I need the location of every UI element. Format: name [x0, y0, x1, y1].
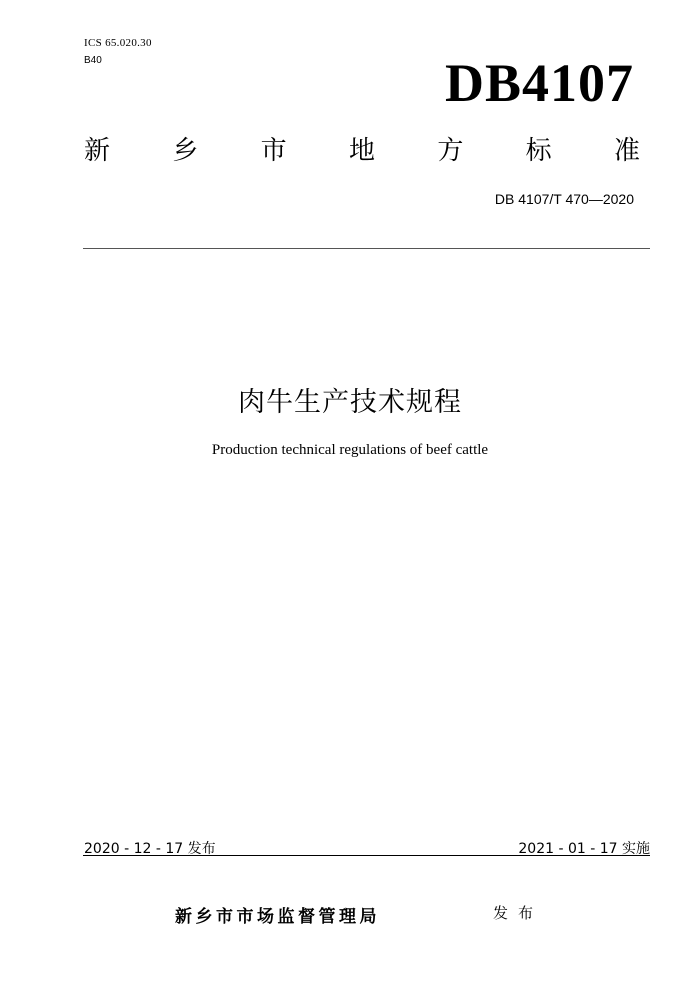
standard-kind-char: 方	[437, 136, 464, 166]
implementation-date: 2021 - 01 - 17 实施	[518, 841, 650, 857]
standard-code: DB4107	[444, 53, 634, 113]
standard-kind-char: 标	[525, 136, 552, 166]
standard-number: DB 4107/T 470—2020	[494, 191, 634, 207]
issue-date: 2020 - 12 - 17 发布	[84, 841, 216, 857]
standard-kind-char: 新	[84, 136, 111, 166]
classification-code: B40	[84, 55, 102, 66]
footer-divider	[83, 855, 650, 856]
standard-kind	[84, 138, 640, 164]
issuer-name: 新乡市市场监督管理局	[175, 907, 380, 927]
document-title-en: Production technical regulations of beef cattle	[211, 442, 489, 458]
standard-kind-char: 乡	[172, 136, 199, 166]
standard-kind-char: 准	[613, 136, 640, 166]
ics-code: ICS 65.020.30	[84, 37, 152, 49]
document-title-cn: 肉牛生产技术规程	[238, 387, 462, 418]
standard-kind-char: 地	[348, 136, 375, 166]
standard-kind-char: 市	[260, 136, 287, 166]
header-divider	[83, 248, 650, 249]
issue-label: 发布	[493, 904, 544, 922]
